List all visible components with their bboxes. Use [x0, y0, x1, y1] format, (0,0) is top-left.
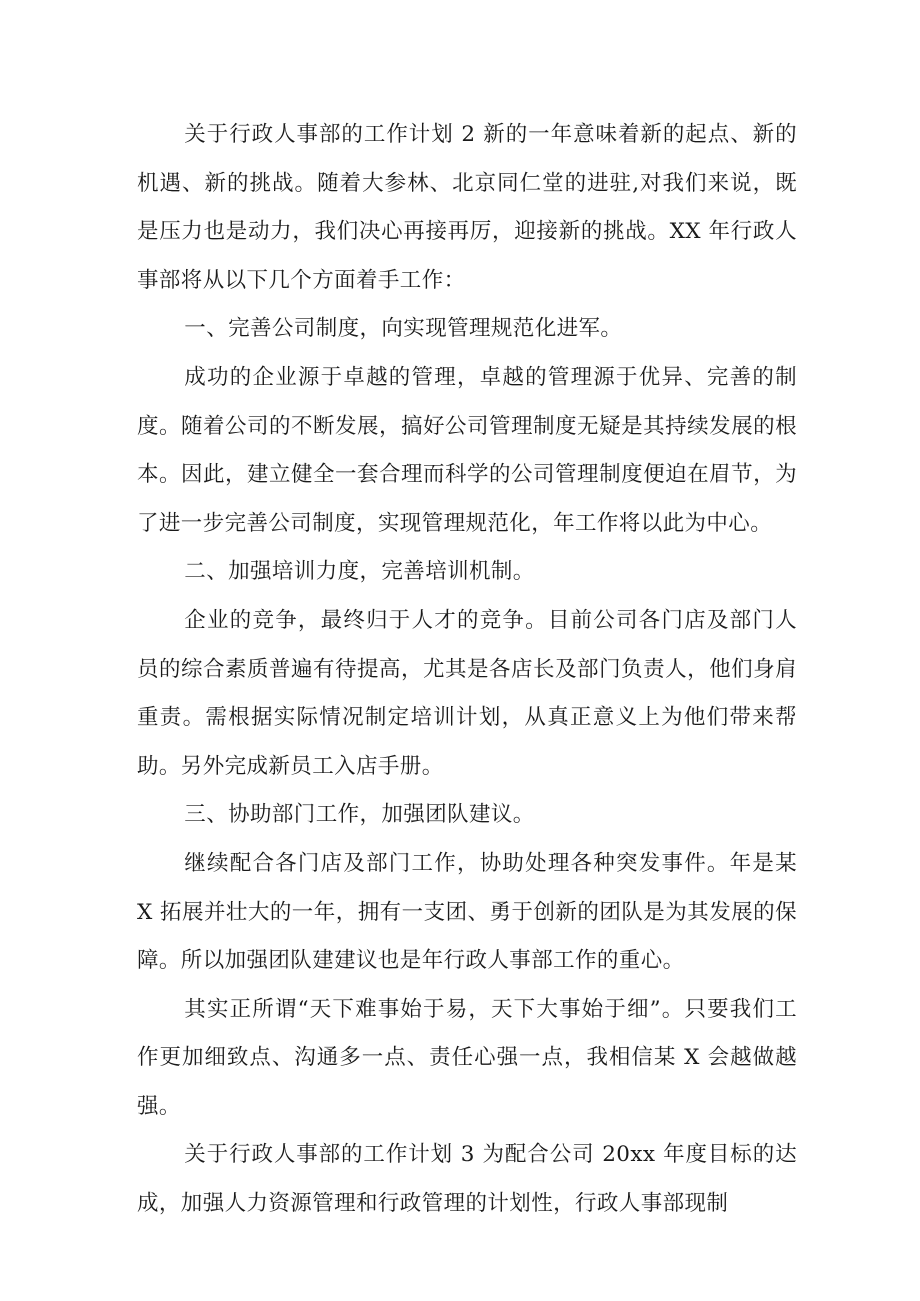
paragraph-section-two: 企业的竞争，最终归于人才的竞争。目前公司各门店及部门人员的综合素质普遍有待提高，尤其是各店长及部门负责人，他们身肩重责。需根据实际情况制定培训计划，从真正意义上为他们带来帮助。另外完成新员工入店手册。 — [137, 607, 797, 779]
paragraph-section-one: 成功的企业源于卓越的管理，卓越的管理源于优异、完善的制度。随着公司的不断发展，搞好公司管理制度无疑是其持续发展的根本。因此，建立健全一套合理而科学的公司管理制度便迫在眉节，为了进一步完善公司制度，实现管理规范化，年工作将以此为中心。 — [137, 364, 797, 536]
heading-section-three: 三、协助部门工作，加强团队建议。 — [184, 802, 535, 828]
document-page — [137, 111, 797, 1229]
heading-section-one: 一、完善公司制度，向实现管理规范化进军。 — [184, 316, 623, 342]
paragraph-section-three: 继续配合各门店及部门工作，协助处理各种突发事件。年是某 X 拓展并壮大的一年，拥有一支团、勇于创新的团队是为其发展的保障。所以加强团队建建议也是年行政人事部工作的重心。 — [137, 850, 797, 974]
heading-section-two: 二、加强培训力度，完善培训机制。 — [184, 559, 535, 585]
paragraph-plan2-intro: 关于行政人事部的工作计划 2 新的一年意味着新的起点、新的机遇、新的挑战。随着大参林、北京同仁堂的进驻,对我们来说，既是压力也是动力，我们决心再接再厉，迎接新的挑战。XX 年行政人事部将从以下几个方面着手工作： — [137, 122, 797, 293]
paragraph-conclusion: 其实正所谓“天下难事始于易，天下大事始于细”。只要我们工作更加细致点、沟通多一点、责任心强一点，我相信某 X 会越做越强。 — [137, 996, 797, 1119]
paragraph-plan3-intro: 关于行政人事部的工作计划 3 为配合公司 20xx 年度目标的达成，加强人力资源管理和行政管理的计划性，行政人事部现制 — [137, 1142, 797, 1217]
